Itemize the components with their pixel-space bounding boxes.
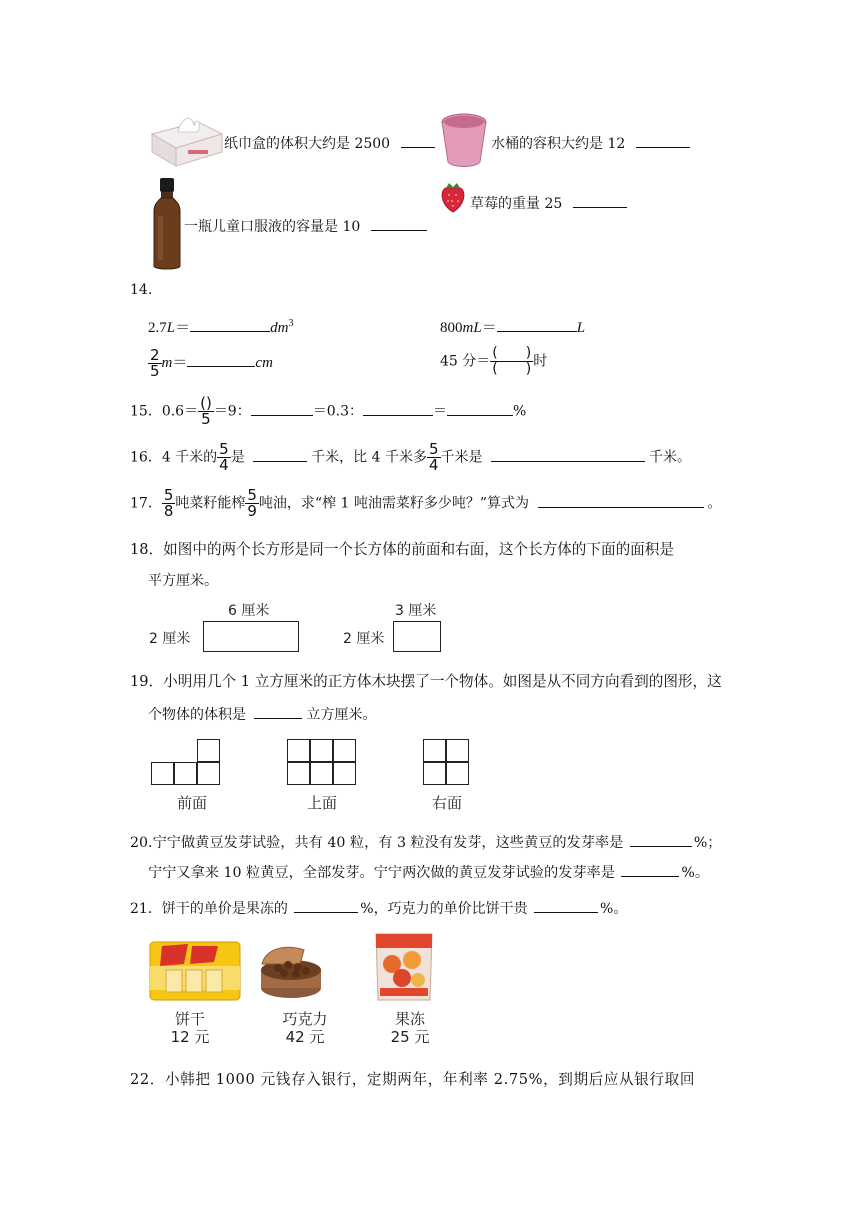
q21-blank-2[interactable] [534,898,598,913]
right-cell [446,762,469,785]
strawberry-unit-blank[interactable] [573,193,627,208]
q22-line: 22．小韩把 1000 元钱存入银行，定期两年，年利率 2.75%，到期后应从银行取回 [130,1071,696,1088]
q18-rect2-left-label: 2 厘米 [343,631,385,647]
q14c-fraction: $\frac{2}{5}$ [150,346,160,380]
right-cell [423,762,446,785]
q18-front-rectangle [203,621,299,652]
q16-blank-2[interactable] [491,447,645,462]
q14c-blank[interactable] [187,352,255,367]
bucket-capacity-text: 水桶的容积大约是 12 [491,133,690,153]
tissue-box-image [148,112,224,168]
bucket-unit-blank[interactable] [636,133,690,148]
q16-fraction-1: $\frac{5}{4}$ [219,440,229,474]
q16-blank-1[interactable] [253,447,307,462]
q15-line: 15．0.6＝ $\frac{()}{5}$ ＝9： ＝0.3： ＝ % [130,394,527,428]
strawberry-image [438,180,468,214]
biscuit-price: 12 元 [170,1028,210,1046]
q19-blank[interactable] [254,704,302,719]
front-cell [197,762,220,785]
q18-rect1-top-label: 6 厘米 [228,603,270,619]
q18-line-2: 平方厘米。 [148,573,218,589]
chocolate-box-image [256,940,326,1002]
q14b-blank[interactable] [497,317,577,332]
top-cell [310,739,333,762]
q20-blank-2[interactable] [621,862,679,877]
tissue-volume-text: 纸巾盒的体积大约是 2500 [224,133,435,153]
chocolate-price: 42 元 [285,1028,325,1046]
q15-fraction[interactable]: $\frac{()}{5}$ [200,394,212,428]
q18-line-1: 18．如图中的两个长方形是同一个长方体的前面和右面，这个长方体的下面的面积是 [130,541,674,558]
q14d-fraction[interactable]: $\frac{( )}{( )}$ [492,345,532,377]
front-cell [174,762,197,785]
q19-top-caption: 上面 [306,794,337,812]
biscuit-name: 饼干 [174,1010,205,1028]
q15-blank-1[interactable] [251,401,313,416]
q16-fraction-2: $\frac{5}{4}$ [428,440,439,474]
q19-line-2: 个物体的体积是 立方厘米。 [148,704,376,724]
q20-line-1: 20.宁宁做黄豆发芽试验，共有 40 粒，有 3 粒没有发芽，这些黄豆的发芽率是 %； [130,832,722,852]
tissue-unit-blank[interactable] [401,133,435,148]
q19-line-1: 19．小明用几个 1 立方厘米的正方体木块摆了一个物体。如图是从不同方向看到的图形，这 [130,673,722,690]
bottle-unit-blank[interactable] [371,216,427,231]
bucket-image [438,106,490,168]
q14-item-b: 800mL＝ L [440,316,585,337]
q14-item-a: $2.7L= dm^3$ [148,318,294,336]
medicine-bottle-image [150,176,184,272]
jelly-name: 果冻 [394,1010,425,1028]
q17-blank[interactable] [538,493,704,508]
front-cell [197,739,220,762]
q14-number: 14. [130,282,153,298]
q17-line: 17． $\frac{5}{8}$ 吨菜籽能榨 $\frac{5}{9}$ 吨油，求“榨 1 吨油需菜籽多少吨？”算式为 。 [130,486,722,520]
top-cell [333,739,356,762]
top-cell [287,739,310,762]
q16-line: 16．4 千米的 $\frac{5}{4}$ 是 千米，比 4 千米多 $\frac{5}{4}$ 千米是 千米。 [130,440,691,474]
q20-line-2: 宁宁又拿来 10 粒黄豆，全部发芽。宁宁两次做的黄豆发芽试验的发芽率是 %。 [148,862,709,882]
q14-item-c: $\frac{2}{5}$ m＝ cm [150,346,273,380]
q19-front-caption: 前面 [176,794,207,812]
q15-blank-3[interactable] [447,401,513,416]
q18-right-rectangle [393,621,441,652]
top-cell [333,762,356,785]
q17-fraction-1: $\frac{5}{8}$ [163,486,174,520]
jelly-price: 25 元 [390,1028,430,1046]
top-cell [287,762,310,785]
q14-item-d: 45 分＝ $\frac{( )}{( )}$ 时 [440,345,548,377]
q15-blank-2[interactable] [363,401,433,416]
top-cell [310,762,333,785]
q18-rect2-top-label: 3 厘米 [395,603,437,619]
right-cell [423,739,446,762]
q18-rect1-left-label: 2 厘米 [149,631,191,647]
q17-fraction-2: $\frac{5}{9}$ [247,486,257,520]
q19-right-caption: 右面 [431,794,462,812]
q20-blank-1[interactable] [630,832,692,847]
biscuit-package-image [148,936,242,1004]
jelly-bag-image [372,930,436,1004]
chocolate-name: 巧克力 [282,1010,328,1028]
bottle-capacity-text: 一瓶儿童口服液的容量是 10 [184,216,427,236]
q21-line: 21．饼干的单价是果冻的 %，巧克力的单价比饼干贵 %。 [130,898,627,918]
front-cell [151,762,174,785]
strawberry-weight-text: 草莓的重量 25 [470,193,627,213]
right-cell [446,739,469,762]
q21-blank-1[interactable] [294,898,358,913]
q14a-blank[interactable] [190,317,270,332]
